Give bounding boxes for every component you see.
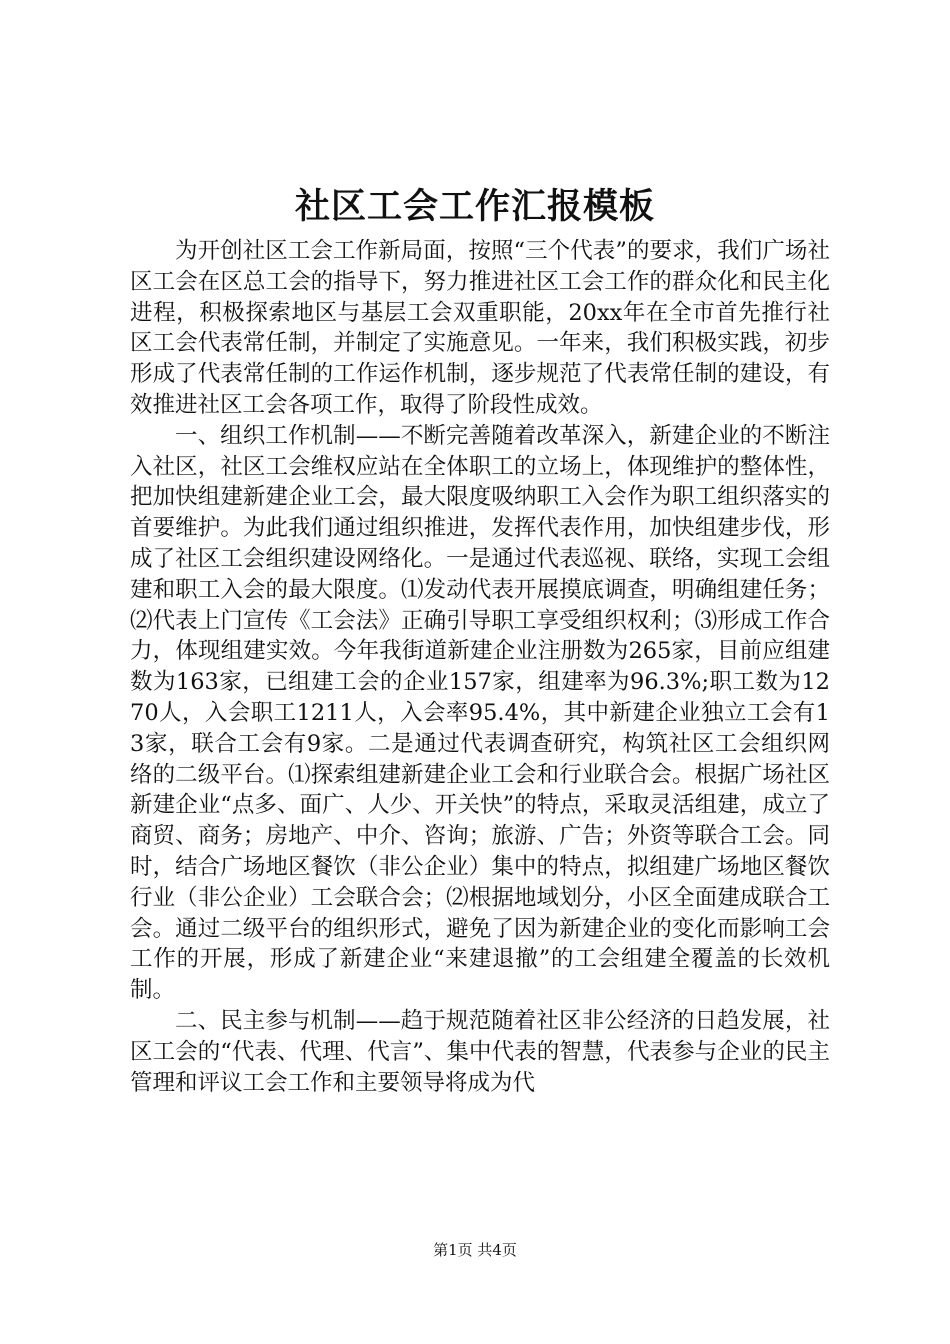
section-two-paragraph: 二、民主参与机制——趋于规范随着社区非公经济的日趋发展，社区工会的“代表、代理、代言”、集中代表的智慧，代表参与企业的民主管理和评议工会工作和主要领导将成为代 <box>130 1007 830 1096</box>
document-title: 社区工会工作汇报模板 <box>294 186 655 227</box>
document-body <box>130 236 830 1098</box>
intro-paragraph: 为开创社区工会工作新局面，按照“三个代表”的要求，我们广场社区工会在区总工会的指导下，努力推进社区工会工作的群众化和民主化进程，积极探索地区与基层工会双重职能，20xx年在全市首先推行社区工会代表常任制，并制定了实施意见。一年来，我们积极实践，初步形成了代表常任制的工作运作机制，逐步规范了代表常任制的建设，有效推进社区工会各项工作，取得了阶段性成效。 <box>130 238 830 418</box>
page-number-footer: 第1页 共4页 <box>433 1241 517 1259</box>
section-one-paragraph: 一、组织工作机制——不断完善随着改革深入，新建企业的不断注入社区，社区工会维权应站在全体职工的立场上，体现维护的整体性，把加快组建新建企业工会，最大限度吸纳职工入会作为职工组织落实的首要维护。为此我们通过组织推进，发挥代表作用，加快组建步伐，形成了社区工会组织建设网络化。一是通过代表巡视、联络，实现工会组建和职工入会的最大限度。⑴发动代表开展摸底调查，明确组建任务；⑵代表上门宣传《工会法》正确引导职工享受组织权利；⑶形成工作合力，体现组建实效。今年我街道新建企业注册数为265家，目前应组建数为163家，已组建工会的企业157家，组建率为96.3%;职工数为1270人，入会职工1211人，入会率95.4%，其中新建企业独立工会有13家，联合工会有9家。二是通过代表调查研究，构筑社区工会组织网络的二级平台。⑴探索组建新建企业工会和行业联合会。根据广场社区新建企业“点多、面广、人少、开关快”的特点，采取灵活组建，成立了商贸、商务；房地产、中介、咨询；旅游、广告；外资等联合工会。同时，结合广场地区餐饮（非公企业）集中的特点，拟组建广场地区餐饮行业（非公企业）工会联合会；⑵根据地域划分，小区全面建成联合工会。通过二级平台的组织形式，避免了因为新建企业的变化而影响工会工作的开展，形成了新建企业“来建退撤”的工会组建全覆盖的长效机制。 <box>130 422 830 1004</box>
